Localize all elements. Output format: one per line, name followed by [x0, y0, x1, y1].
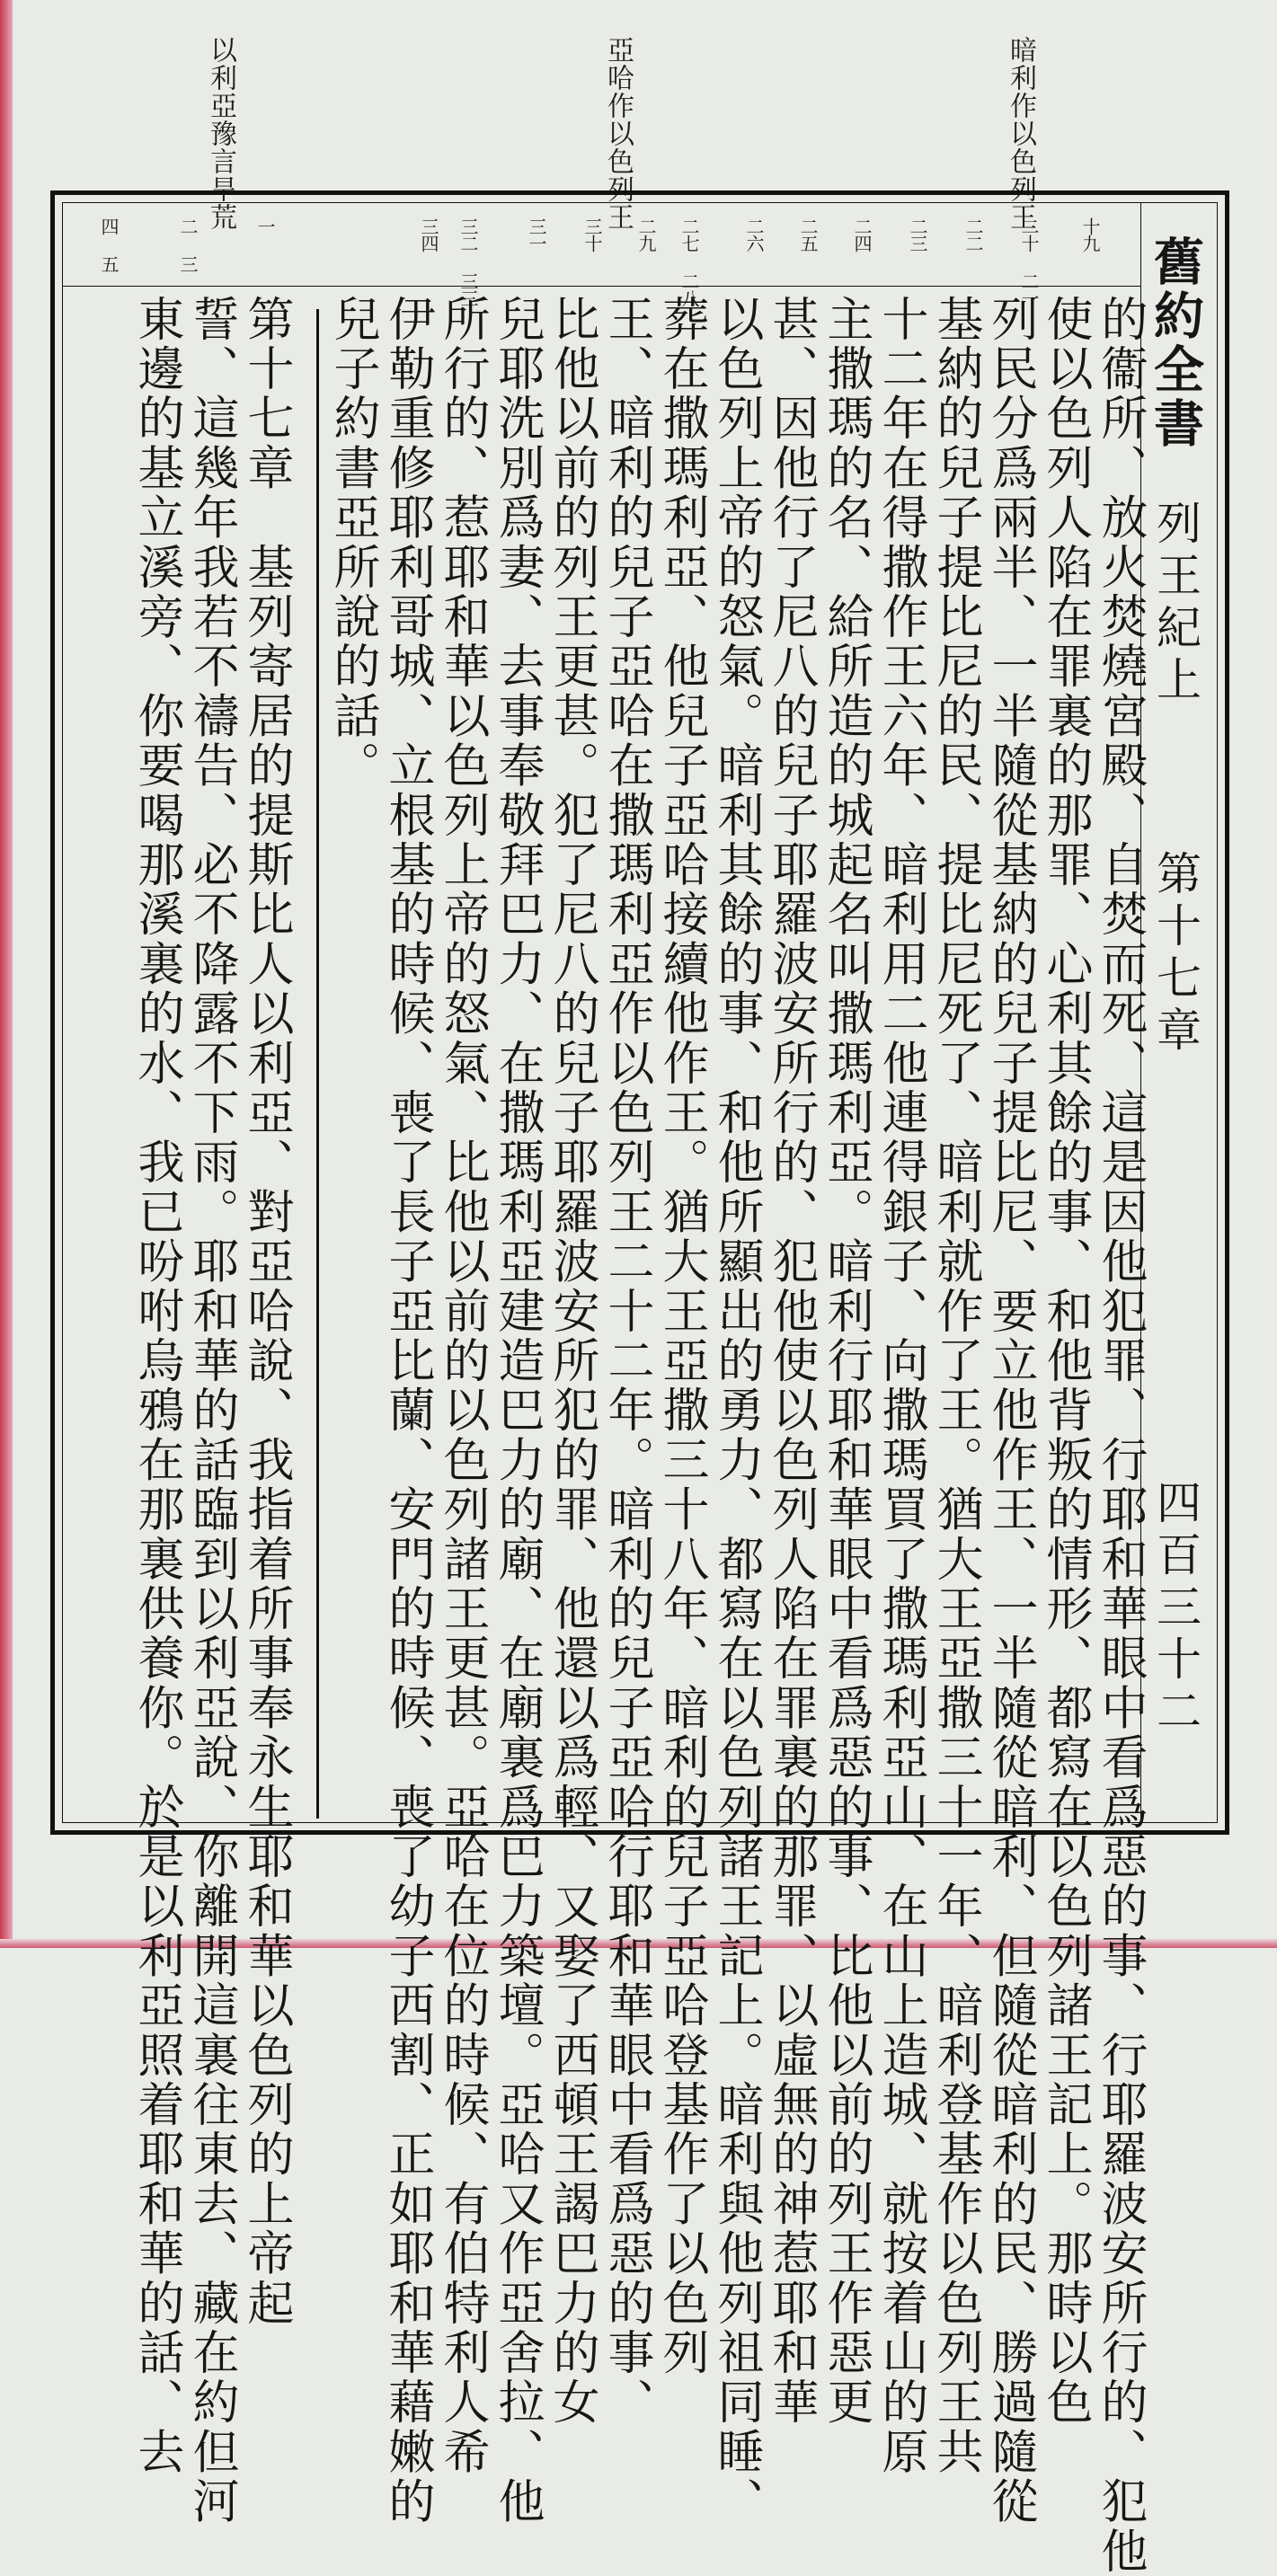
- text-panel: [62, 202, 1218, 2576]
- book-title: 舊約全書: [1146, 235, 1205, 451]
- verse-marker: 一: [254, 217, 276, 235]
- text-column: 列民分爲兩半、一半隨從基納的兒子提比尼、要立他作王、一半隨從暗利、但隨從暗利的民、勝過隨從: [983, 295, 1037, 2527]
- page-frame: [50, 190, 1229, 2576]
- text-column: 王、暗利的兒子亞哈在撒瑪利亞作以色列王二十二年。暗利的兒子亞哈行耶和華眼中看爲惡的事、: [599, 295, 653, 2428]
- text-column: 兒耶洗別爲妻、去事奉敬拜巴力、在撒瑪利亞建造巴力的廟、在廟裏爲巴力築壇。亞哈又作亞舍拉、他: [490, 295, 544, 2527]
- section-rule: [316, 309, 319, 1819]
- verse-number-strip: [63, 203, 1141, 306]
- chapter-label: 第十七章: [1149, 850, 1202, 1058]
- text-column: 主撒瑪的名、給所造的城起名叫撒瑪利亞。暗利行耶和華眼中看爲惡的事、比他以前的列王作惡更: [819, 295, 873, 2428]
- verse-marker: 二四: [851, 217, 873, 252]
- book-name: 列王紀上: [1149, 500, 1202, 708]
- page-edge: [0, 0, 13, 1948]
- text-column: 十二年在得撒作王六年、暗利用二他連得銀子、向撒瑪買了撒瑪利亞山、在山上造城、就按着山的原: [874, 295, 927, 2477]
- text-column: 東邊的基立溪旁、你要喝那溪裏的水、我已吩咐烏鴉在那裏供養你。於是以利亞照着耶和華的話、去: [129, 295, 183, 2477]
- verse-marker: 四 五: [98, 217, 120, 272]
- verse-marker: 二 三: [177, 217, 199, 272]
- text-column: 甚、因他行了尼八的兒子耶羅波安所行的、犯他使以色列人陷在罪裏的那罪、以虛無的神惹耶和華: [764, 295, 818, 2428]
- verse-marker: 二十 二一: [1018, 217, 1040, 306]
- verse-marker: 三十: [581, 217, 603, 252]
- verse-marker: 二九: [635, 217, 657, 252]
- verse-marker: 二三: [907, 217, 928, 252]
- page-number: 四百三十二: [1149, 1479, 1202, 1739]
- running-header: [1140, 203, 1217, 1822]
- text-column: 的衞所、放火焚燒宮殿、自焚而死、這是因他犯罪、行耶和華眼中看爲惡的事、行耶羅波安所行的、犯他: [1093, 295, 1147, 2576]
- text-column: 所行的、惹耶和華以色列上帝的怒氣、比他以前的以色列諸王更甚。亞哈在位的時候、有伯特利人希: [435, 295, 489, 2477]
- text-column: 以色列上帝的怒氣。暗利其餘的事、和他所顯出的勇力、都寫在以色列諸王記上。暗利與他列祖同睡、: [709, 295, 763, 2527]
- verse-marker: 十九: [1079, 217, 1101, 252]
- verse-marker: 三四: [418, 217, 439, 252]
- text-column: 第十七章 基列寄居的提斯比人以利亞、對亞哈說、我指着所事奉永生耶和華以色列的上帝起: [239, 295, 293, 2329]
- margin-note: 暗利作以色列王: [1005, 36, 1036, 231]
- text-column: 伊勒重修耶利哥城、立根基的時候、喪了長子亞比蘭、安門的時候、喪了幼子西割、正如耶和華藉嫩的: [380, 295, 434, 2527]
- verse-marker: 二七 二八: [678, 217, 700, 306]
- verse-marker: 三二 三三: [457, 217, 479, 306]
- verse-marker: 三一: [526, 217, 547, 252]
- verse-marker: 二五: [797, 217, 819, 252]
- text-column: 使以色列人陷在罪裏的那罪、心利其餘的事、和他背叛的情形、都寫在以色列諸王記上。那時以色: [1038, 295, 1092, 2428]
- text-column: 誓、這幾年我若不禱告、必不降露不下雨。耶和華的話臨到以利亞說、你離開這裏往東去、藏在約但河: [184, 295, 238, 2527]
- margin-note: 以利亞豫言旱荒: [205, 36, 236, 231]
- verse-marker: 二六: [743, 217, 765, 252]
- scripture-body: [63, 286, 1147, 2576]
- text-column: 兒子約書亞所說的話。: [325, 295, 379, 791]
- margin-note: 亞哈作以色列王: [602, 36, 634, 231]
- text-column: 葬在撒瑪利亞、他兒子亞哈接續他作王。猶大王亞撒三十八年、暗利的兒子亞哈登基作了以色列: [654, 295, 708, 2378]
- text-column: 比他以前的列王更甚。犯了尼八的兒子耶羅波安所犯的罪、他還以爲輕、又娶了西頓王謁巴力的女: [545, 295, 599, 2428]
- text-column: 基納的兒子提比尼的民、提比尼死了、暗利就作了王。猶大王亞撒三十一年、暗利登基作以色列王共: [928, 295, 982, 2477]
- verse-marker: 二二: [962, 217, 984, 252]
